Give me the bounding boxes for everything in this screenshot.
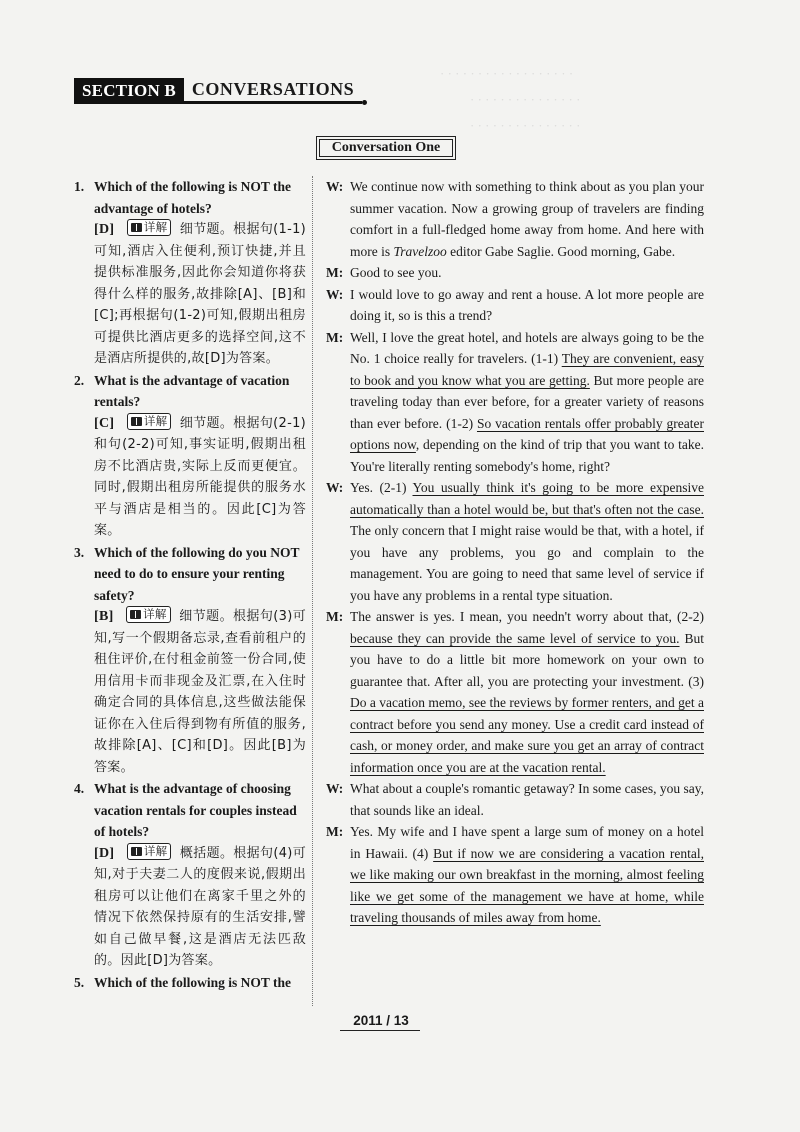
dialogue-turn [322, 262, 704, 284]
question-stem: Which of the following is NOT the advantage of hotels? [94, 179, 292, 216]
speaker-label: W: [326, 179, 344, 194]
conversation-title: Conversation One [319, 139, 453, 157]
turn-text: Yes. (2-1) [350, 480, 413, 495]
answer-letter: [C] [94, 415, 115, 431]
answer-letter: [D] [94, 845, 115, 861]
turn-text: editor Gabe Saglie. Good morning, Gabe. [446, 243, 676, 259]
explanation-text: 细节题。根据句(3)可知,写一个假期备忘录,查看前租户的租住评价,在付租金前签一份合同,使用信用卡而非现金及汇票,在入住时确定合同的具体信息,这些做法能保证你在入住后得到物有所值的服务,故排除[A]、[C]和[D]。因此[B]为答案。 [94, 609, 306, 775]
speaker-label: W: [326, 781, 344, 796]
dialogue-turn [322, 778, 704, 821]
detail-badge-label: 详解 [143, 220, 168, 234]
publication-name: Travelzoo [393, 243, 447, 259]
turn-text: Good to see you. [350, 265, 442, 280]
bleed-through-text: · · · · · · · · · · · · · · · [470, 118, 581, 133]
question-number: 2. [74, 372, 85, 388]
detail-badge-label: 详解 [143, 413, 168, 428]
underlined-key-sentence: They are convenient, easy to book and you know what you are getting. [350, 351, 704, 388]
underlined-key-sentence: So vacation rentals offer probably greater options now [350, 415, 704, 452]
question-block [70, 972, 306, 994]
answer-letter: [D] [94, 222, 115, 237]
column-divider [312, 176, 313, 1006]
turn-text: We continue now with something to think about as you plan your summer vacation. Now a growing group of travelers are finding comfort in a full-fledged home away from home. And here with more is [350, 179, 704, 259]
question-text [70, 972, 306, 994]
section-title: CONVERSATIONS [184, 78, 362, 104]
question-text [70, 370, 306, 413]
detail-badge-label: 详解 [143, 843, 168, 858]
answer-explanation [70, 606, 306, 778]
detail-badge-label: 详解 [143, 607, 167, 621]
underlined-key-sentence: because they can provide the same level of service to you. [350, 630, 680, 646]
turn-text: What about a couple's romantic getaway? In some cases, you say, that sounds like an ideal. [350, 781, 704, 818]
underlined-key-sentence: But if now we are considering a vacation rental, we like making our own breakfast in the morning, almost feeling like we get some of the management we have at home, while traveling thousands of miles away from home. [350, 845, 704, 925]
speaker-label: W: [326, 286, 344, 302]
dialogue-turn [322, 327, 704, 478]
turn-text: Well, I love the great hotel, and hotels are always going to be the No. 1 choice really for travelers. (1-1) [350, 329, 704, 366]
underlined-key-sentence: Do a vacation memo, see the reviews by former renters, and get a contract before you send any money. Use a credit card instead of cash, or money order, and make sure you get an array of contract information once you are at the vacation rental. [350, 695, 704, 775]
explanation-text: 细节题。根据句(2-1)和句(2-2)可知,事实证明,假期出租房不比酒店贵,实际上反而更便宜。同时,假期出租房所能提供的服务水平与酒店是相当的。因此[C]为答案。 [94, 415, 307, 538]
answer-explanation [70, 413, 306, 542]
question-stem: Which of the following is NOT the [94, 974, 292, 990]
dialogue-turn [322, 176, 704, 262]
turn-text: The only concern that I might raise would be that, with a hotel, if you have any problems, you go and complain to the management. You are going to need that same level of service if you have any problems in a rental type situation. [350, 523, 704, 603]
book-icon [131, 847, 142, 856]
explanation-text: 细节题。根据句(1-1)可知,酒店入住便利,预订快捷,并且提供标准服务,因此你会知道你将获得什么样的服务,故排除[A]、[B]和[C];再根据句(1-2)可知,假期出租房可提供比酒店更多的选择空间,这不是酒店所提供的,故[D]为答案。 [94, 222, 307, 366]
page-number: 2011 / 13 [353, 1013, 409, 1028]
section-dot [362, 100, 367, 105]
answer-explanation [70, 843, 306, 972]
speaker-label: M: [326, 609, 344, 624]
question-stem: Which of the following do you NOT need to do to ensure your renting safety? [94, 544, 300, 603]
book-icon [131, 417, 142, 426]
speaker-label: M: [326, 824, 344, 839]
question-text [70, 542, 306, 607]
question-block [70, 778, 306, 972]
question-block [70, 176, 306, 370]
speaker-label: M: [326, 329, 344, 345]
book-icon [130, 610, 141, 619]
detail-badge [126, 606, 171, 623]
detail-badge [127, 219, 172, 236]
question-stem: What is the advantage of vacation rentals? [94, 372, 290, 409]
detail-badge [127, 843, 172, 860]
questions-column [70, 176, 306, 993]
question-block [70, 370, 306, 542]
conversation-title-box [316, 136, 456, 160]
dialogue-turn [322, 606, 704, 778]
question-text [70, 176, 306, 219]
question-number: 1. [74, 179, 85, 194]
turn-text: But you have to do a little bit more homework on your own to guarantee that. After all, you are protecting your investment. (3) [350, 630, 704, 689]
detail-badge [127, 413, 172, 430]
turn-text: Yes. My wife and I have spent a large sum of money on a hotel in Hawaii. (4) [350, 824, 704, 861]
section-header [74, 78, 367, 104]
question-block [70, 542, 306, 779]
answer-letter: [B] [94, 609, 114, 624]
bleed-through-text: · · · · · · · · · · · · · · · · · · [440, 66, 574, 81]
book-icon [131, 223, 142, 232]
underlined-key-sentence: You usually think it's going to be more expensive automatically than a hotel would be, but that's often not the case. [350, 480, 704, 517]
speaker-label: M: [326, 265, 344, 280]
question-number: 3. [74, 544, 85, 560]
turn-text: I would love to go away and rent a house. A lot more people are doing it, so is this a trend? [350, 286, 704, 323]
bleed-through-text: · · · · · · · · · · · · · · · [470, 92, 581, 107]
question-number: 5. [74, 974, 85, 990]
explanation-text: 概括题。根据句(4)可知,对于夫妻二人的度假来说,假期出租房可以让他们在离家千里之外的情况下依然保持原有的生活安排,譬如自己做早餐,这是酒店无法匹敌的。因此[D]为答案。 [94, 845, 306, 968]
question-number: 4. [74, 781, 85, 796]
turn-text: , depending on the kind of trip that you want to take. You're literally renting somebody's home, right? [350, 437, 704, 474]
dialogue-turn [322, 284, 704, 327]
answer-explanation [70, 219, 306, 370]
dialogue-turn [322, 821, 704, 929]
question-text [70, 778, 306, 843]
question-stem: What is the advantage of choosing vacation rentals for couples instead of hotels? [94, 781, 297, 839]
dialogue-column [322, 176, 704, 929]
page-number-rule [340, 1030, 420, 1031]
turn-text: But more people are traveling today than ever before, for a greater variety of reasons than ever before. (1-2) [350, 372, 704, 431]
section-tag: SECTION B [74, 78, 184, 104]
turn-text: The answer is yes. I mean, you needn't worry about that, (2-2) [350, 609, 704, 624]
speaker-label: W: [326, 480, 344, 495]
dialogue-turn [322, 477, 704, 606]
